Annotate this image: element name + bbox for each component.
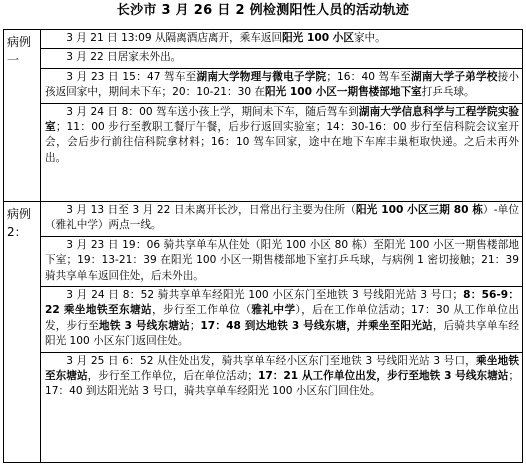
bold-text-segment: 湖南大学物理与微电子学院: [196, 70, 327, 83]
bold-text-segment: 乘坐地铁至东塘站: [45, 354, 519, 383]
case-1-paragraph: [45, 30, 519, 48]
text-segment: 3 月 21 日 13:09 从隔离酒店离开，乘车返回: [66, 32, 283, 44]
text-segment: 3 月 24 日 8：00 驾车送小孩上学，期间未下车，随后驾车到: [66, 105, 359, 118]
bold-text-segment: 阳光 100 小区一期售楼部地下室: [265, 86, 422, 99]
bold-text-segment: 阳光 100 小区三期 80 栋: [355, 204, 484, 216]
text-segment: 3 月 13 日至 3 月 22 日未离开长沙，日常出行主要为住所（: [66, 204, 356, 216]
text-segment: ，后骑共享单车经阳光 100 小区东门返回住处。: [45, 319, 520, 348]
case-2-paragraph: [41, 352, 522, 402]
bold-text-segment: 8：56-9：22 乘坐地铁至东塘站: [45, 289, 519, 317]
text-segment: 3 月 22 日居家未外出。: [66, 51, 182, 64]
bold-text-segment: 湖南大学信息科学与工程学院实验室: [45, 105, 519, 134]
case-1-content: [41, 30, 523, 202]
case-2-paragraph: [41, 286, 522, 352]
case-1-label: 病例一: [4, 30, 41, 202]
bold-text-segment: 地铁 3 号线东塘站: [99, 319, 190, 332]
text-segment: ；: [189, 319, 201, 332]
bold-text-segment: 湖南大学子弟学校: [411, 70, 498, 83]
text-segment: 打乒乓球。: [421, 86, 475, 99]
text-segment: ；11：00 步行至教职工餐厅午餐，后步行返回实验室；14：30-16：00 步行至信科院会议室开会，会后步行前往信科院拿材料；16：10 驾车回家，途中在地下车库丰巢柜取快递。之后未再外出。: [45, 121, 520, 164]
text-segment: 3 月 24 日 8：52 骑共享单车经阳光 100 小区东门至地铁 3 号线阳光站 3 号口；: [66, 289, 464, 302]
text-segment: 家中。: [353, 32, 386, 44]
text-segment: ）-单位（雅礼中学）两点一线。: [45, 204, 519, 232]
bold-text-segment: 雅礼中学: [251, 304, 296, 317]
case-1-paragraph: [41, 48, 522, 67]
text-segment: 3 月 23 日 15：47 驾车至: [66, 70, 197, 83]
text-segment: ，步行至工作单位（: [152, 304, 252, 317]
case-2-paragraph: [45, 202, 519, 236]
text-segment: ），后在工作单位活动；17：30 从工作单位出发，步行至: [45, 304, 520, 332]
activity-trace-table: [3, 29, 523, 463]
case-1-paragraph: [41, 103, 522, 169]
text-segment: ，步行至工作单位，后在单位活动；: [87, 370, 258, 383]
case-2-content: [41, 202, 523, 463]
bold-text-segment: 17：48 到达地铁 3 号线东塘，并乘坐至阳光站: [200, 319, 433, 332]
case-row-2: [4, 202, 523, 463]
case-row-1: [4, 30, 523, 202]
document-title: 长沙市 3 月 26 日 2 例检测阳性人员的活动轨迹: [116, 3, 410, 18]
text-segment: ；16：40 驾车至: [326, 70, 412, 83]
bold-text-segment: 阳光 100 小区: [282, 32, 354, 44]
case-1-paragraph: [41, 68, 522, 103]
text-segment: 3 月 23 日 19：06 骑共享单车从住处（阳光 100 小区 80 栋）至阳光 100 小区一期售楼部地下室；19：13-21：39 在阳光 100 小区一期售楼部地下室打乒乓球，与病例 1 密切接触；21：39 骑共享单车返回住处，后未外出。: [45, 238, 519, 282]
text-segment: ；17：40 到达阳光站 3 号口，骑共享单车经阳光 100 小区东门回住处。: [45, 370, 520, 398]
case-2-label: 病例 2：: [4, 202, 41, 463]
text-segment: 接小孩返回家中，期间未下车；20：10-21：30 在: [45, 70, 520, 99]
bold-text-segment: 17：21 从工作单位出发，步行至地铁 3 号线东塘站: [257, 370, 509, 383]
text-segment: 3 月 25 日 6：52 从住处出发，骑共享单车经小区东门至地铁 3 号线阳光站 3 号口，: [66, 354, 477, 367]
case-2-paragraph: [41, 236, 522, 286]
